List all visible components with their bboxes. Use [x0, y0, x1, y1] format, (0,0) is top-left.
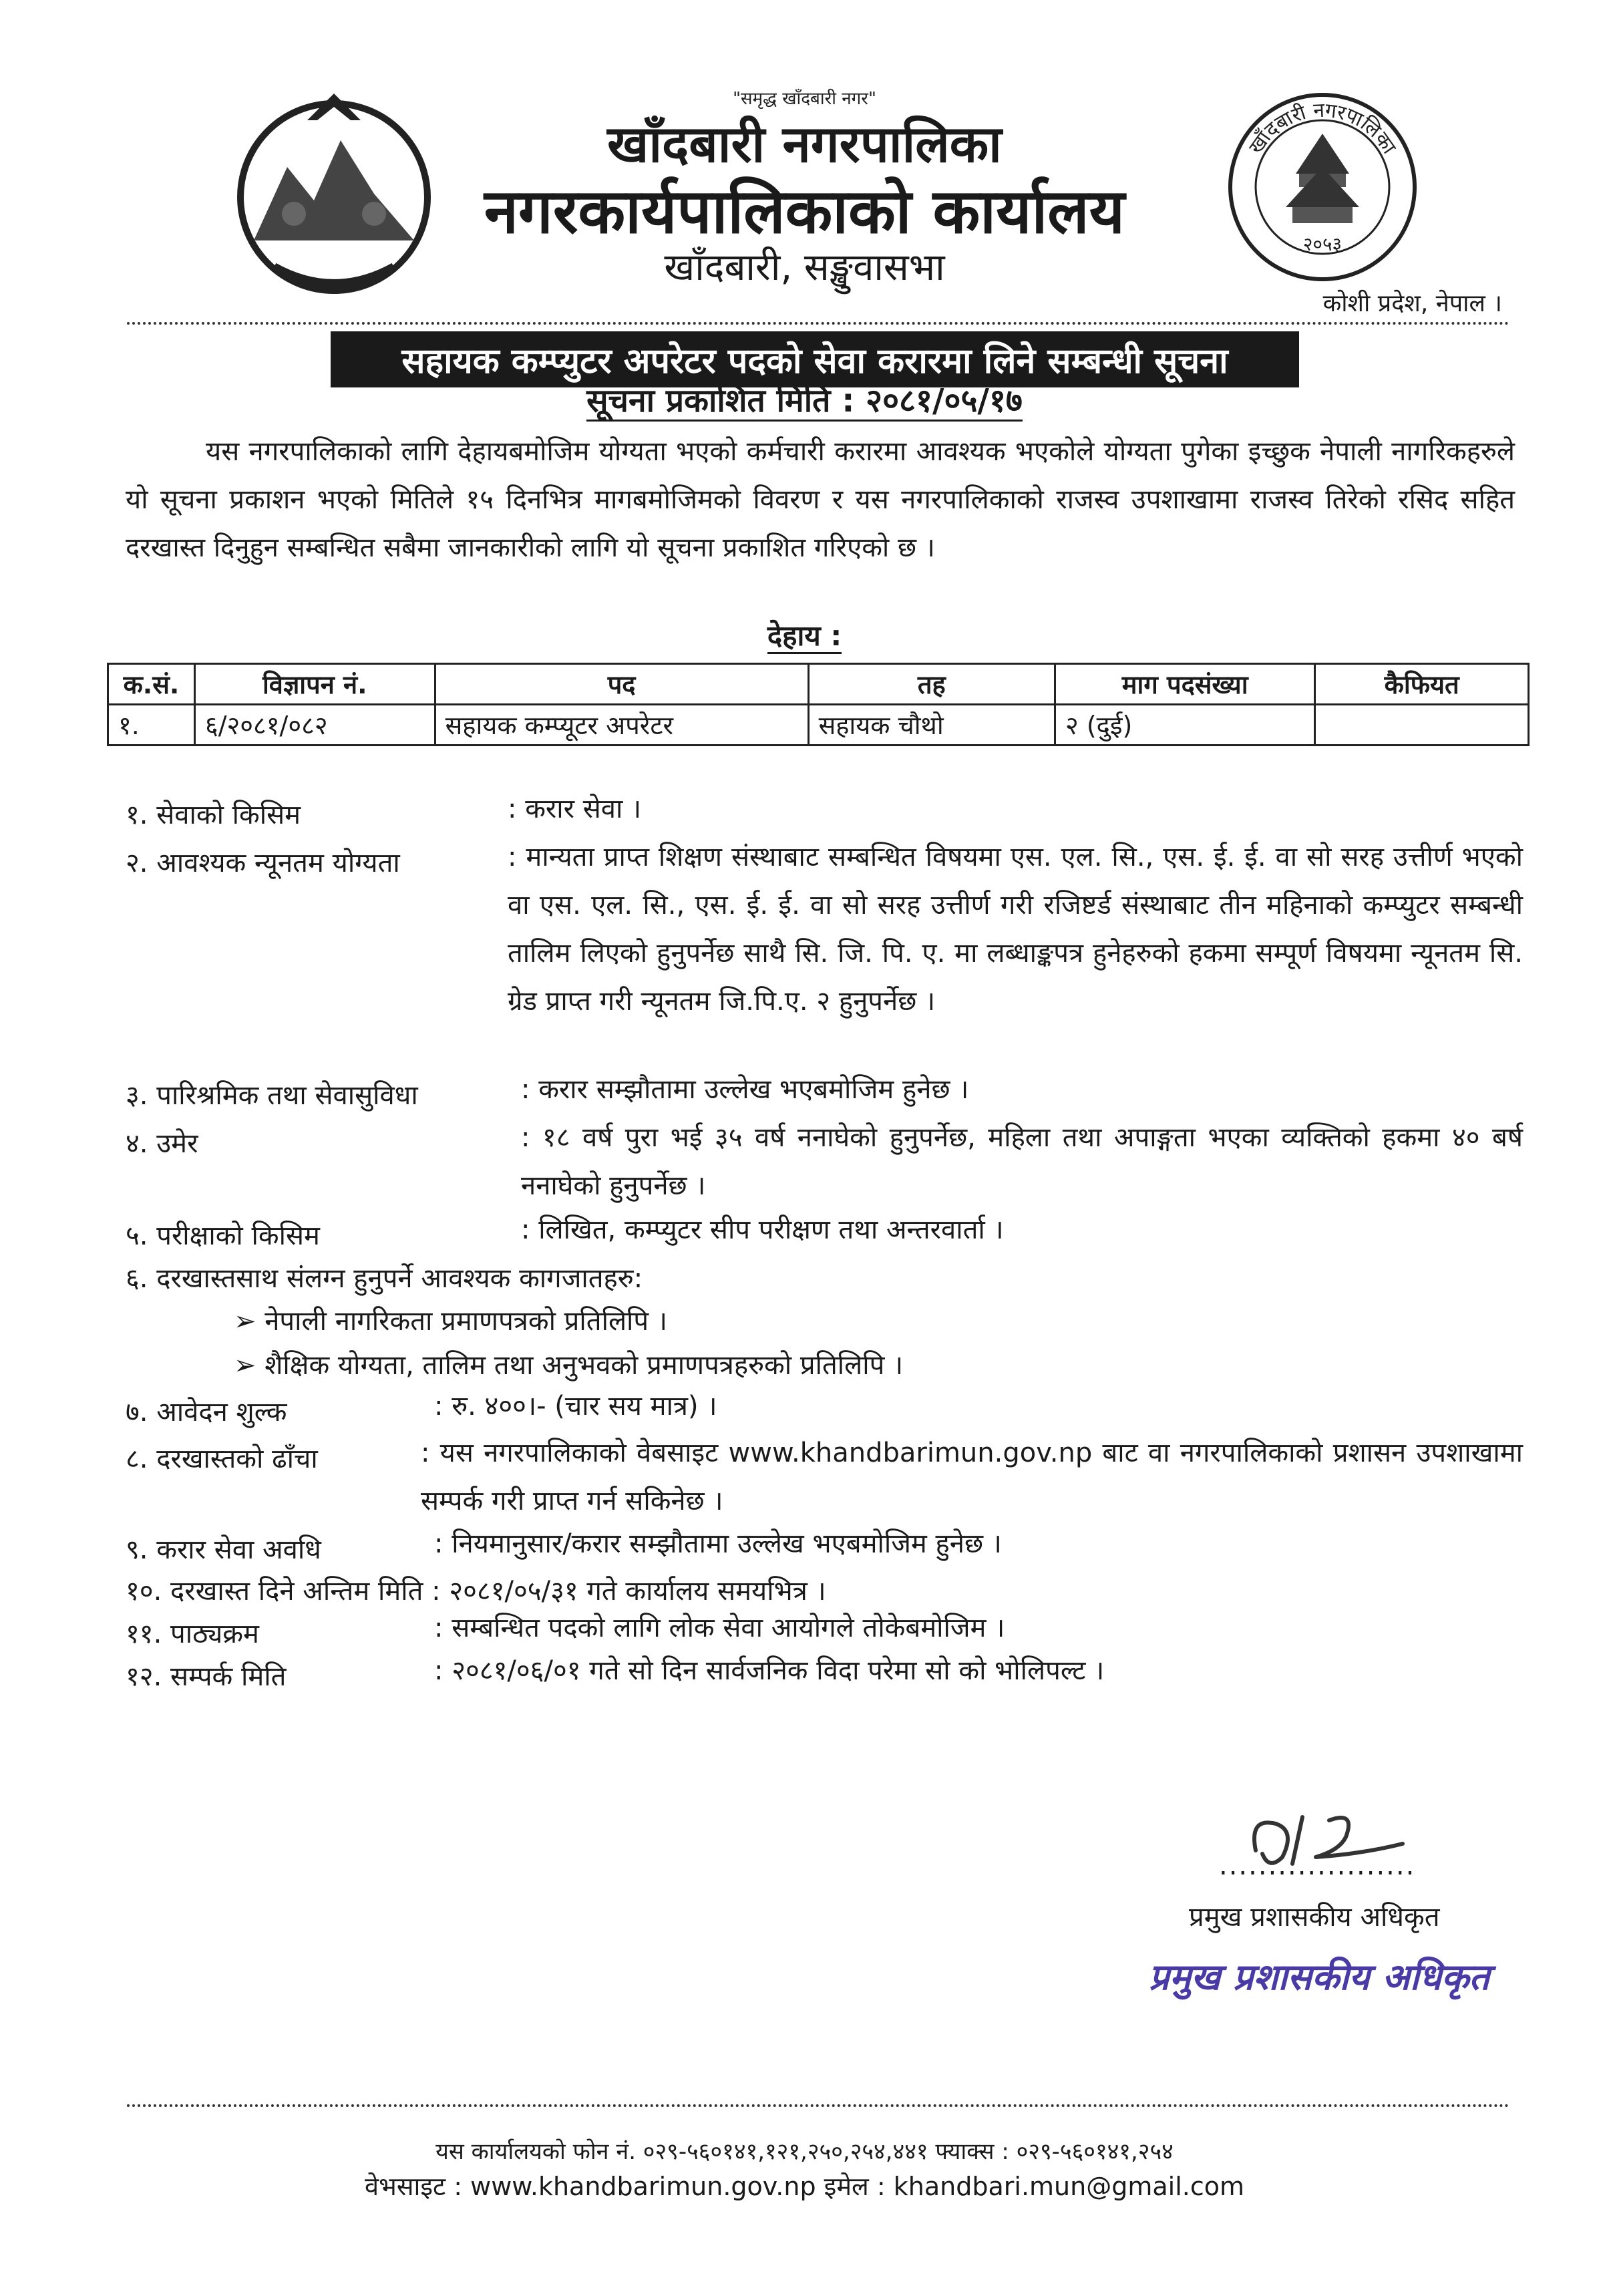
table-cell: १.	[108, 705, 195, 746]
item-value: : नियमानुसार/करार सम्झौतामा उल्लेख भएबमोजिम हुनेछ ।	[434, 1528, 1002, 1559]
table-cell: ६/२०८१/०८२	[194, 705, 435, 746]
item-label: ८. दरखास्तको ढाँचा	[126, 1444, 318, 1474]
header-divider	[127, 322, 1509, 325]
signature-line: ....................	[1219, 1850, 1416, 1881]
intro-paragraph: यस नगरपालिकाको लागि देहायबमोजिम योग्यता भएको कर्मचारी करारमा आवश्यक भएकोले योग्यता पुगेका इच्छुक नेपाली नागरिकहरुले यो सूचना प्रकाशन भएको मितिले १५ दिनभित्र मागबमोजिमको विवरण र यस नगरपालिकाको राजस्व उपशाखामा राजस्व तिरेको रसिद सहित दरखास्त दिनुहुन सम्बन्धित सबैमा जानकारीको लागि यो सूचना प्रकाशित गरिएको छ ।	[126, 436, 1515, 563]
posts-table	[107, 663, 1530, 746]
item-value: : यस नगरपालिकाको वेबसाइट www.khandbarimun.gov.np बाट वा नगरपालिकाको प्रशासन उपशाखामा सम्पर्क गरी प्राप्त गर्न सकिनेछ ।	[421, 1438, 1523, 1516]
publication-date	[0, 378, 1609, 422]
table-header: विज्ञापन नं.	[194, 664, 435, 705]
item-label: १२. सम्पर्क मिति	[126, 1661, 287, 1692]
item-label: ४. उमेर	[126, 1128, 198, 1159]
item-label: ३. पारिश्रमिक तथा सेवासुविधा	[126, 1080, 418, 1111]
table-header: तह	[808, 664, 1055, 705]
item-label: ५. परीक्षाको किसिम	[126, 1220, 320, 1251]
item-value: : सम्बन्धित पदको लागि लोक सेवा आयोगले तोकेबमोजिम ।	[434, 1613, 1005, 1643]
table-cell: सहायक कम्प्यूटर अपरेटर	[435, 705, 808, 746]
publication-date-text: सूचना प्रकाशित मिति : २०८१/०५/१७	[586, 382, 1023, 422]
item-label: ६. दरखास्तसाथ संलग्न हुनुपर्ने आवश्यक कागजातहरु:	[126, 1263, 643, 1294]
item-label: ११. पाठ्यक्रम	[126, 1619, 259, 1649]
office-address: खाँदबारी, सङ्खुवासभा	[664, 246, 945, 289]
item-value: : १८ वर्ष पुरा भई ३५ वर्ष ननाघेको हुनुपर्नेछ, महिला तथा अपाङ्गता भएका व्यक्तिको हकमा ४० बर्ष ननाघेको हुनुपर्नेछ ।	[521, 1122, 1523, 1201]
footer-contact: यस कार्यालयको फोन नं. ०२९-५६०१४१,१२१,२५०,२५४,४४१ फ्याक्स : ०२९-५६०१४१,२५४	[435, 2138, 1174, 2165]
item-label: ९. करार सेवा अवधि	[126, 1534, 321, 1565]
item-label: १. सेवाको किसिम	[126, 800, 301, 830]
footer-web: वेभसाइट : www.khandbarimun.gov.np इमेल : khandbari.mun@gmail.com	[365, 2172, 1244, 2201]
item-value: : मान्यता प्राप्त शिक्षण संस्थाबाट सम्बन्धित विषयमा एस. एल. सि., एस. ई. ई. वा सो सरह उत्तीर्ण भएको वा एस. एल. सि., एस. ई. ई. वा सो सरह उत्तीर्ण गरी रजिष्टर्ड संस्थाबाट तीन महिनाको कम्प्युटर सम्बन्धी तालिम लिएको हुनुपर्नेछ साथै सि. जि. पि. ए. मा लब्धाङ्कपत्र हुनेहरुको हकमा सम्पूर्ण विषयमा न्यूनतम सि. ग्रेड प्राप्त गरी न्यूनतम जि.पि.ए. २ हुनुपर्नेछ ।	[508, 842, 1523, 1017]
item-label: २. आवश्यक न्यूनतम योग्यता	[126, 848, 400, 878]
item-value: : लिखित, कम्प्युटर सीप परीक्षण तथा अन्तरवार्ता ।	[521, 1214, 1004, 1245]
dehay-text: देहाय :	[767, 619, 842, 654]
municipality-name: खाँदबारी नगरपालिका	[607, 114, 1002, 174]
municipality-logo-icon	[1222, 87, 1423, 287]
table-header: पद	[435, 664, 808, 705]
notice-title: सहायक कम्प्युटर अपरेटर पदको सेवा करारमा लिने सम्बन्धी सूचना	[331, 331, 1299, 387]
logo-year: २०५३	[1302, 233, 1343, 255]
table-header: माग पदसंख्या	[1055, 664, 1314, 705]
document-item	[234, 1301, 667, 1338]
document-item	[234, 1345, 903, 1382]
motto: "समृद्ध खाँदबारी नगर"	[733, 89, 876, 109]
table-header: क.सं.	[108, 664, 195, 705]
table-cell: २ (दुई)	[1055, 705, 1314, 746]
item-value: : रु. ४००।- (चार सय मात्र) ।	[434, 1391, 717, 1422]
signatory-stamp: प्रमुख प्रशासकीय अधिकृत	[1149, 1956, 1490, 1998]
item-value: : करार सेवा ।	[508, 794, 642, 824]
table-cell: सहायक चौथो	[808, 705, 1055, 746]
office-name: नगरकार्यपालिकाको कार्यालय	[484, 176, 1125, 247]
table-header-row	[108, 664, 1529, 705]
table-cell	[1315, 705, 1529, 746]
footer-divider	[127, 2104, 1509, 2107]
item-value: : २०८१/०६/०१ गते सो दिन सार्वजनिक विदा परेमा सो को भोलिपल्ट ।	[434, 1655, 1105, 1686]
arrow-bullet-icon: ➢	[234, 1350, 256, 1381]
item-label: ७. आवेदन शुल्क	[126, 1397, 287, 1428]
dehay-heading	[0, 616, 1609, 654]
arrow-bullet-icon: ➢	[234, 1306, 256, 1337]
logo-arc-text: खाँदबारी नगरपालिका	[1244, 98, 1401, 159]
province-label: कोशी प्रदेश, नेपाल ।	[1322, 290, 1502, 317]
signatory-title: प्रमुख प्रशासकीय अधिकृत	[1189, 1902, 1440, 1933]
table-header: कैफियत	[1315, 664, 1529, 705]
document-text: शैक्षिक योग्यता, तालिम तथा अनुभवको प्रमाणपत्रहरुको प्रतिलिपि ।	[264, 1350, 904, 1381]
document-text: नेपाली नागरिकता प्रमाणपत्रको प्रतिलिपि ।	[264, 1306, 668, 1337]
item-value: : करार सम्झौतामा उल्लेख भएबमोजिम हुनेछ ।	[521, 1074, 969, 1105]
table-row	[108, 705, 1529, 746]
item-label: १०. दरखास्त दिने अन्तिम मिति : २०८१/०५/३१ गते कार्यालय समयभित्र ।	[126, 1576, 826, 1607]
